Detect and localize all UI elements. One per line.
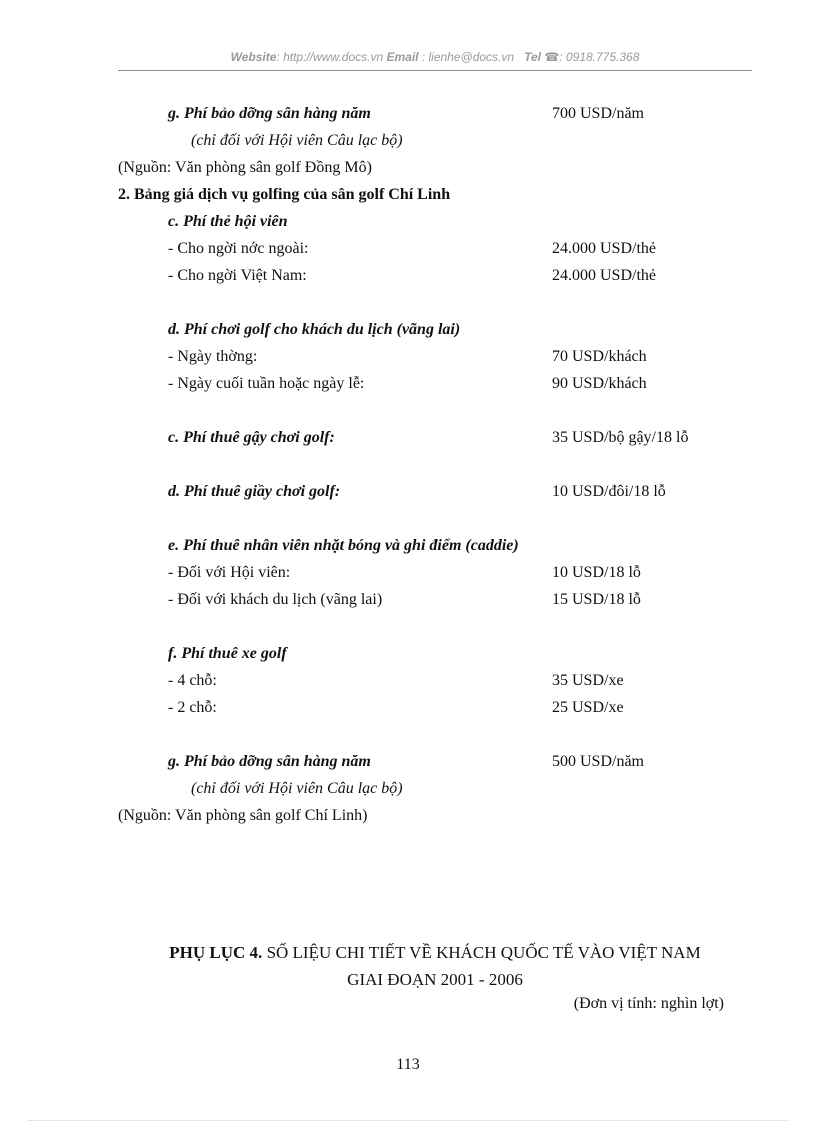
tel-label: Tel [524, 50, 541, 64]
club-rental-value: 35 USD/bộ gậy/18 lỗ [552, 429, 689, 446]
appendix-label: PHỤ LỤC 4. [169, 943, 263, 962]
dongmo-maintenance-title: g. Phí bảo dỡng sân hàng năm [168, 105, 371, 122]
shoe-rental-title: d. Phí thuê giầy chơi golf: [168, 483, 341, 500]
membership-title: c. Phí thẻ hội viên [168, 213, 288, 230]
footer-divider [28, 1120, 788, 1121]
email-value: : lienhe@docs.vn [418, 50, 515, 64]
play-fee-row-value: 90 USD/khách [552, 375, 647, 392]
chilinh-maintenance-note: (chỉ đối với Hội viên Câu lạc bộ) [191, 780, 403, 797]
chilinh-section-title: 2. Bảng giá dịch vụ golfing của sân golf Chí Linh [118, 186, 451, 203]
email-label: Email [386, 50, 419, 64]
appendix-title-text: SỐ LIỆU CHI TIẾT VỀ KHÁCH QUỐC TẾ VÀO VIỆT NAM [262, 943, 701, 962]
phone-icon: ☎ [544, 50, 560, 64]
play-fee-row-label: - Ngày cuối tuần hoặc ngày lễ: [168, 375, 365, 392]
chilinh-source: (Nguồn: Văn phòng sân golf Chí Linh) [118, 807, 368, 824]
dongmo-maintenance-note: (chỉ đối với Hội viên Câu lạc bộ) [191, 132, 403, 149]
cart-title: f. Phí thuê xe golf [168, 645, 287, 662]
website-label: Website [230, 50, 277, 64]
dongmo-maintenance-value: 700 USD/năm [552, 105, 644, 122]
cart-row-value: 35 USD/xe [552, 672, 624, 689]
header-divider [118, 70, 752, 71]
membership-row-label: - Cho ngời nớc ngoài: [168, 240, 309, 257]
appendix-unit: (Đơn vị tính: nghìn lợt) [573, 995, 724, 1012]
chilinh-maintenance-value: 500 USD/năm [552, 753, 644, 770]
page-number: 113 [396, 1056, 420, 1073]
caddie-row-value: 10 USD/18 lỗ [552, 564, 641, 581]
membership-row-value: 24.000 USD/thẻ [552, 267, 656, 284]
club-rental-title: c. Phí thuê gậy chơi golf: [168, 429, 335, 446]
tel-value: : 0918.775.368 [559, 50, 640, 64]
appendix-title-line2: GIAI ĐOẠN 2001 - 2006 [347, 970, 523, 989]
membership-row-value: 24.000 USD/thẻ [552, 240, 656, 257]
shoe-rental-value: 10 USD/đôi/18 lỗ [552, 483, 666, 500]
dongmo-source: (Nguồn: Văn phòng sân golf Đồng Mô) [118, 159, 372, 176]
page-header [118, 50, 752, 64]
chilinh-maintenance-title: g. Phí bảo dỡng sân hàng năm [168, 753, 371, 770]
caddie-row-label: - Đối với Hội viên: [168, 564, 291, 581]
caddie-row-label: - Đối với khách du lịch (vãng lai) [168, 591, 383, 608]
play-fee-row-label: - Ngày thờng: [168, 348, 258, 365]
caddie-title: e. Phí thuê nhân viên nhặt bóng và ghi điểm (caddie) [168, 537, 519, 554]
membership-row-label: - Cho ngời Việt Nam: [168, 267, 307, 284]
cart-row-label: - 2 chỗ: [168, 699, 217, 716]
cart-row-label: - 4 chỗ: [168, 672, 217, 689]
website-value: : http://www.docs.vn [276, 50, 384, 64]
play-fee-row-value: 70 USD/khách [552, 348, 647, 365]
cart-row-value: 25 USD/xe [552, 699, 624, 716]
appendix-title [118, 942, 752, 964]
caddie-row-value: 15 USD/18 lỗ [552, 591, 641, 608]
play-fee-title: d. Phí chơi golf cho khách du lịch (vãng lai) [168, 321, 461, 338]
